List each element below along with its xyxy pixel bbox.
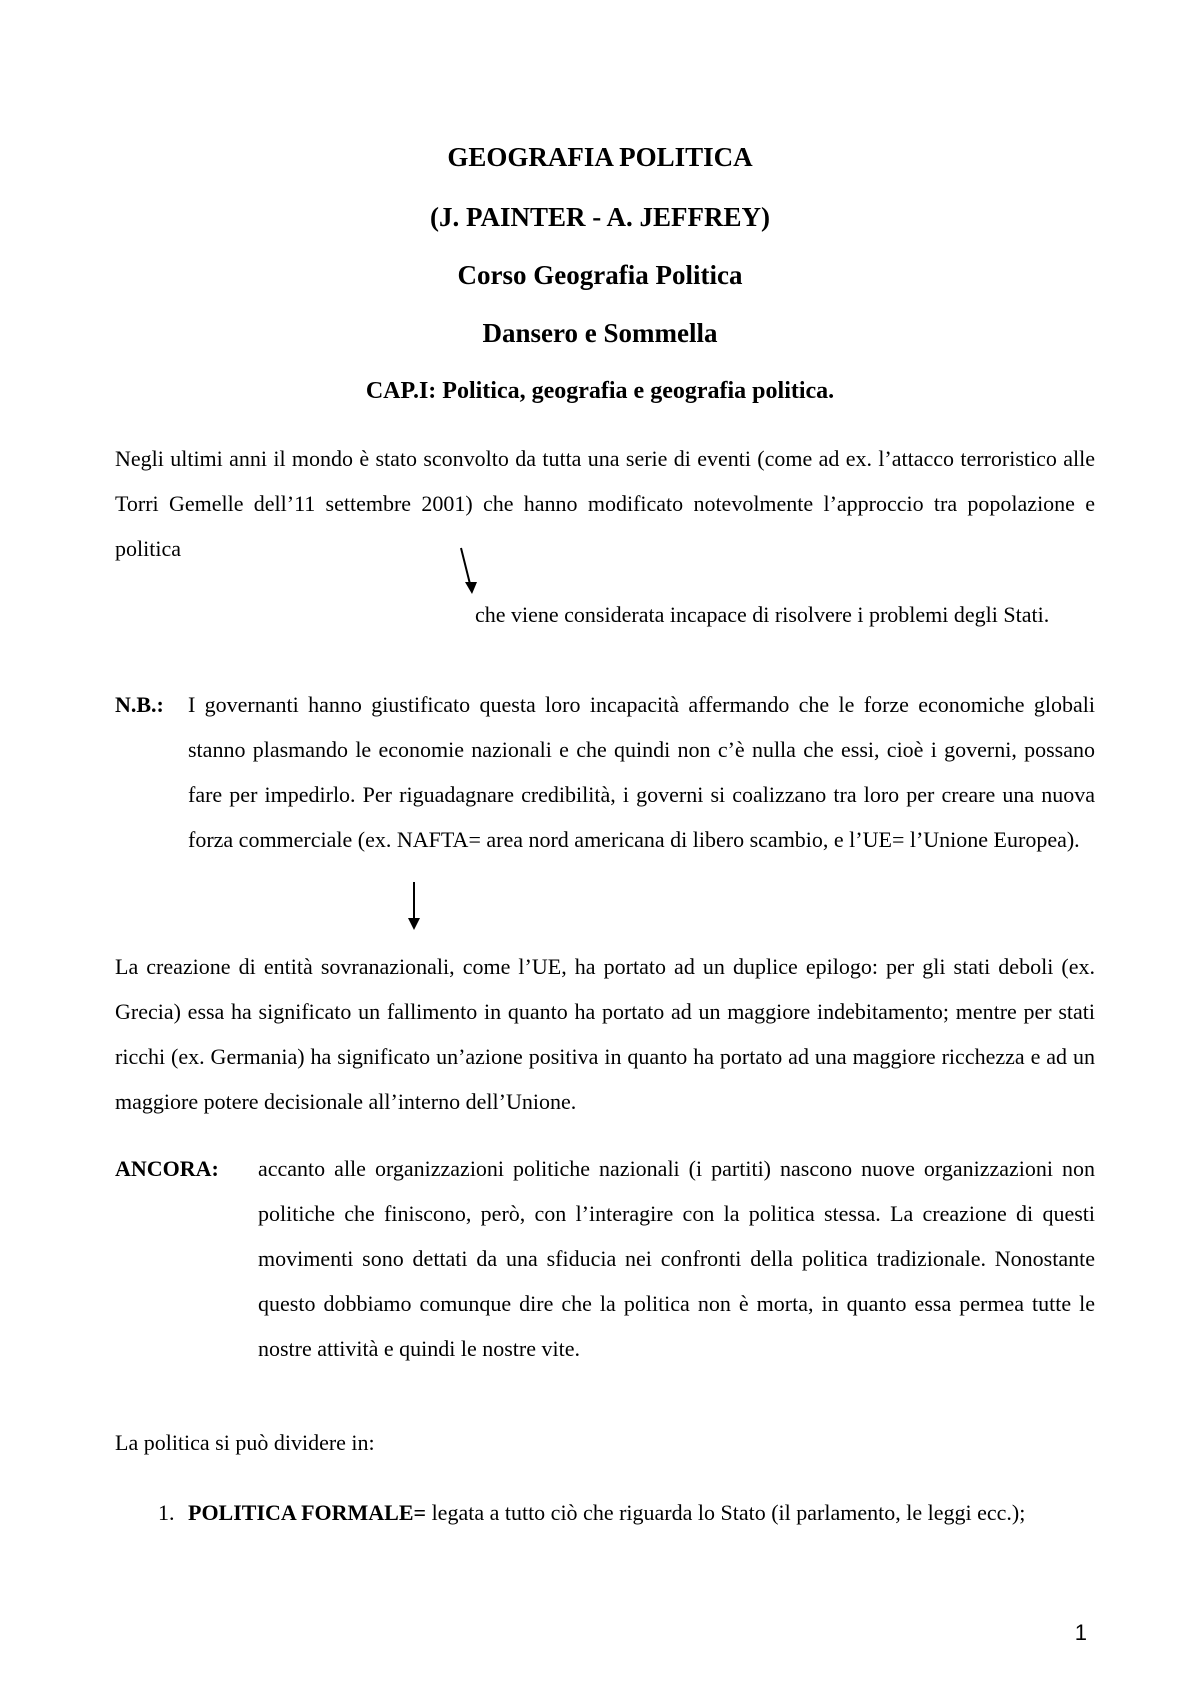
- teachers-line: Dansero e Sommella: [482, 318, 718, 348]
- nb-paragraph: I governanti hanno giustificato questa loro incapacità affermando che le forze economiche globali stanno plasmando le economie nazionali e che quindi non c’è nulla che essi, cioè i governi, possano fare per impedirlo. Per riguadagnare credibilità, i governi si coalizzano tra loro per creare una nuova forza commerciale (ex. NAFTA= area nord americana di libero scambio, e l’UE= l’Unione Europea).: [188, 692, 1095, 852]
- division-intro: La politica si può dividere in:: [115, 1430, 375, 1455]
- list-item-text: legata a tutto ciò che riguarda lo Stato (il parlamento, le leggi ecc.);: [426, 1500, 1026, 1525]
- course-line: Corso Geografia Politica: [457, 260, 743, 290]
- authors-line: (J. PAINTER - A. JEFFREY): [430, 202, 770, 232]
- list-item: [188, 1490, 1095, 1535]
- intro-note-paragraph: che viene considerata incapace di risolvere i problemi degli Stati.: [475, 602, 1050, 627]
- arrow-down-icon: [406, 882, 422, 934]
- supranational-paragraph: La creazione di entità sovranazionali, come l’UE, ha portato ad un duplice epilogo: per gli stati deboli (ex. Grecia) essa ha significato un fallimento in quanto ha portato ad un maggiore indebitamento; mentre per stati ricchi (ex. Germania) ha significato un’azione positiva in quanto ha portato ad una maggiore ricchezza e ad un maggiore potere decisionale all’interno dell’Unione.: [115, 954, 1095, 1114]
- intro-paragraph: Negli ultimi anni il mondo è stato sconvolto da tutta una serie di eventi (come ad ex. l’attacco terroristico alle Torri Gemelle dell’11 settembre 2001) che hanno modificato notevolmente l’approccio tra popolazione e politica: [115, 446, 1095, 561]
- ancora-label: ANCORA:: [115, 1156, 219, 1181]
- ancora-paragraph: accanto alle organizzazioni politiche nazionali (i partiti) nascono nuove organizzazioni non politiche che finiscono, però, con l’interagire con la politica stessa. La creazione di questi movimenti sono dettati da una sfiducia nei confronti della politica tradizionale. Nonostante questo dobbiamo comunque dire che la politica non è morta, in quanto essa permea tutte le nostre attività e quindi le nostre vite.: [258, 1156, 1095, 1361]
- list-item-term: POLITICA FORMALE=: [188, 1500, 427, 1525]
- nb-label: N.B.:: [115, 692, 164, 717]
- arrow-down-icon: [459, 548, 479, 598]
- document-title: GEOGRAFIA POLITICA: [447, 142, 753, 172]
- page-number: 1: [1074, 1620, 1087, 1645]
- chapter-heading: CAP.I: Politica, geografia e geografia politica.: [365, 378, 835, 404]
- list-item-number: 1.: [158, 1500, 175, 1525]
